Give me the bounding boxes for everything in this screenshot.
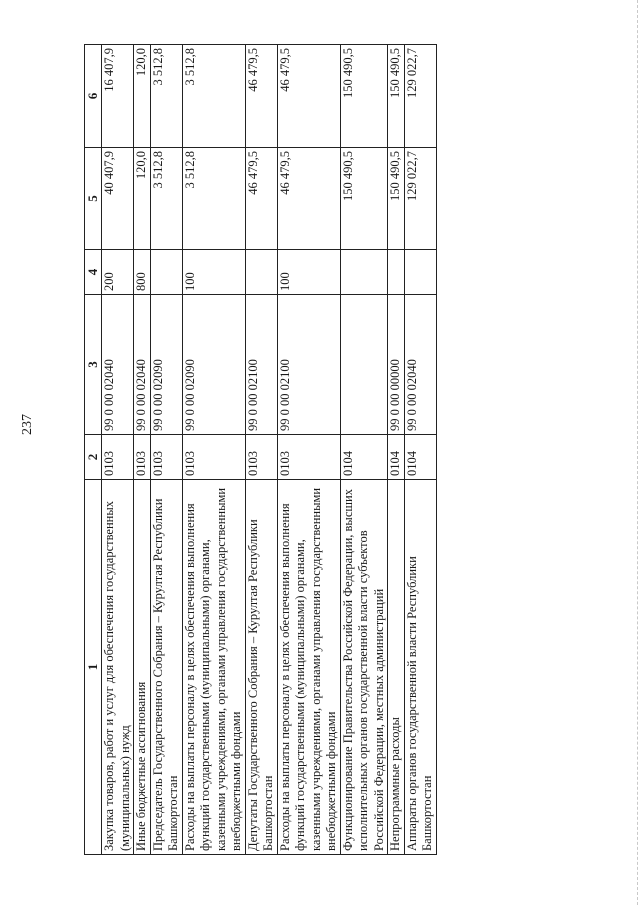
row-target: 99 0 00 02090 (182, 295, 245, 435)
row-name: Непрограммные расходы (388, 480, 405, 855)
row-expense-type: 200 (102, 250, 134, 295)
row-target: 99 0 00 02040 (134, 295, 151, 435)
row-amount-6: 46 479,5 (245, 45, 277, 148)
row-name: Закупка товаров, работ и услуг для обеспечения государственных (муниципальных) нужд (102, 480, 134, 855)
row-target: 99 0 00 02100 (277, 295, 340, 435)
row-amount-6: 150 490,5 (340, 45, 388, 148)
row-amount-6: 46 479,5 (277, 45, 340, 148)
row-target: 99 0 00 00000 (388, 295, 405, 435)
row-section: 0103 (245, 435, 277, 480)
page-number: 237 (20, 414, 35, 435)
table-row (340, 45, 388, 855)
row-amount-5: 3 512,8 (150, 148, 182, 250)
table-row (102, 45, 134, 855)
row-amount-5: 150 490,5 (340, 148, 388, 250)
row-amount-5: 129 022,7 (404, 148, 436, 250)
row-target: 99 0 00 02090 (150, 295, 182, 435)
row-name: Председатель Государственного Собрания – Курултая Республики Башкортостан (150, 480, 182, 855)
table-row (182, 45, 245, 855)
table-row (388, 45, 405, 855)
row-expense-type (404, 250, 436, 295)
row-amount-6: 3 512,8 (150, 45, 182, 148)
row-expense-type (388, 250, 405, 295)
row-section: 0103 (102, 435, 134, 480)
row-section: 0103 (182, 435, 245, 480)
header-col-1: 1 (85, 480, 102, 855)
row-target: 99 0 00 02040 (102, 295, 134, 435)
scan-edge (636, 0, 638, 905)
row-amount-5: 3 512,8 (182, 148, 245, 250)
row-expense-type: 100 (182, 250, 245, 295)
row-section: 0103 (134, 435, 151, 480)
row-expense-type (245, 250, 277, 295)
row-name: Депутаты Государственного Собрания – Курултая Республики Башкортостан (245, 480, 277, 855)
table-row (404, 45, 436, 855)
row-section: 0103 (277, 435, 340, 480)
row-amount-5: 46 479,5 (277, 148, 340, 250)
row-amount-5: 40 407,9 (102, 148, 134, 250)
budget-table (84, 44, 437, 855)
row-amount-5: 150 490,5 (388, 148, 405, 250)
table-row (134, 45, 151, 855)
table-row (277, 45, 340, 855)
row-expense-type: 800 (134, 250, 151, 295)
row-expense-type: 100 (277, 250, 340, 295)
header-col-3: 3 (85, 295, 102, 435)
row-amount-6: 16 407,9 (102, 45, 134, 148)
row-section: 0103 (150, 435, 182, 480)
header-col-2: 2 (85, 435, 102, 480)
header-col-6: 6 (85, 45, 102, 148)
row-section: 0104 (340, 435, 388, 480)
table-row (245, 45, 277, 855)
row-target: 99 0 00 02040 (404, 295, 436, 435)
header-col-5: 5 (85, 148, 102, 250)
row-expense-type (340, 250, 388, 295)
row-section: 0104 (404, 435, 436, 480)
row-name: Иные бюджетные ассигнования (134, 480, 151, 855)
row-name: Функционирование Правительства Российской Федерации, высших исполнительных органов государственной власти субъектов Российской Федерации, местных администраций (340, 480, 388, 855)
table-row (150, 45, 182, 855)
row-target: 99 0 00 02100 (245, 295, 277, 435)
row-name: Аппараты органов государственной власти Республики Башкортостан (404, 480, 436, 855)
header-row (85, 45, 102, 855)
row-name: Расходы на выплаты персоналу в целях обеспечения выполнения функций государственными (муниципальными) органами, казенными учреждениями, органами управления государственными внебюджетными фондами (182, 480, 245, 855)
rotated-table-container (84, 45, 554, 855)
row-amount-5: 120,0 (134, 148, 151, 250)
row-amount-6: 120,0 (134, 45, 151, 148)
row-section: 0104 (388, 435, 405, 480)
row-target (340, 295, 388, 435)
header-col-4: 4 (85, 250, 102, 295)
row-amount-6: 129 022,7 (404, 45, 436, 148)
row-amount-5: 46 479,5 (245, 148, 277, 250)
row-amount-6: 150 490,5 (388, 45, 405, 148)
row-expense-type (150, 250, 182, 295)
row-name: Расходы на выплаты персоналу в целях обеспечения выполнения функций государственными (муниципальными) органами, казенными учреждениями, органами управления государственными внебюджетными фондами (277, 480, 340, 855)
row-amount-6: 3 512,8 (182, 45, 245, 148)
